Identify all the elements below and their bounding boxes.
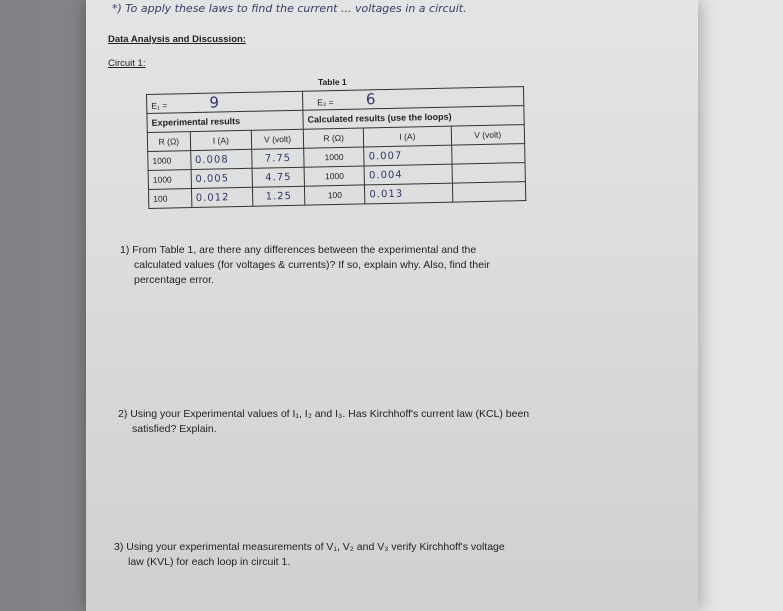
question-3 — [114, 540, 505, 570]
e1-value: 9 — [209, 93, 221, 112]
cell-exp-i: 0.012 — [191, 187, 253, 207]
cell-calc-r: 100 — [304, 185, 365, 205]
col-exp-r: R (Ω) — [147, 132, 190, 152]
cell-exp-i: 0.005 — [191, 168, 253, 188]
cell-exp-v: 4.75 — [252, 167, 304, 187]
results-table — [146, 86, 526, 209]
background-strip — [698, 0, 783, 611]
question-1-line: calculated values (for voltages & currents)? If so, explain why. Also, find their — [134, 259, 490, 271]
col-calc-r: R (Ω) — [303, 128, 364, 148]
cell-calc-i: 0.007 — [364, 145, 452, 166]
circuit-label: Circuit 1: — [108, 58, 146, 69]
table-title: Table 1 — [318, 77, 347, 87]
col-exp-i: I (A) — [190, 130, 252, 150]
e1-label: E₁ = — [151, 100, 168, 111]
cell-exp-v: 7.75 — [252, 148, 304, 168]
cell-calc-r: 1000 — [304, 147, 365, 167]
experimental-header: Experimental results — [147, 110, 303, 132]
cell-calc-v — [451, 144, 525, 165]
col-exp-v: V (volt) — [251, 129, 303, 149]
question-1-line: percentage error. — [134, 274, 214, 286]
col-calc-i: I (A) — [364, 126, 452, 147]
e2-value: 6 — [365, 90, 377, 109]
cell-calc-i: 0.004 — [364, 164, 452, 185]
cell-calc-v — [452, 163, 526, 184]
cell-exp-r: 100 — [148, 189, 191, 209]
e2-label: E₂ = — [317, 97, 334, 108]
cell-calc-i: 0.013 — [365, 183, 453, 204]
question-1 — [120, 243, 490, 288]
cell-exp-r: 1000 — [148, 170, 191, 190]
question-2-line: 2) Using your Experimental values of I₁, I₂ and I₃. Has Kirchhoff's current law (KCL) been — [118, 408, 530, 420]
cell-calc-v — [452, 182, 526, 203]
col-calc-v: V (volt) — [451, 125, 525, 146]
calculated-header: Calculated results (use the loops) — [303, 106, 524, 130]
cell-calc-r: 1000 — [304, 166, 365, 186]
section-heading: Data Analysis and Discussion: — [108, 34, 246, 45]
question-3-line: law (KVL) for each loop in circuit 1. — [128, 556, 291, 568]
handwritten-note: *) To apply these laws to find the current ... voltages in a circuit. — [112, 2, 467, 15]
question-2 — [118, 407, 529, 437]
question-3-line: 3) Using your experimental measurements of V₁, V₂ and V₃ verify Kirchhoff's voltage — [114, 541, 505, 553]
question-2-line: satisfied? Explain. — [132, 423, 217, 435]
cell-exp-i: 0.008 — [190, 149, 252, 169]
question-1-line: 1) From Table 1, are there any differences between the experimental and the — [120, 244, 477, 256]
cell-exp-v: 1.25 — [253, 186, 305, 206]
cell-exp-r: 1000 — [148, 151, 191, 171]
